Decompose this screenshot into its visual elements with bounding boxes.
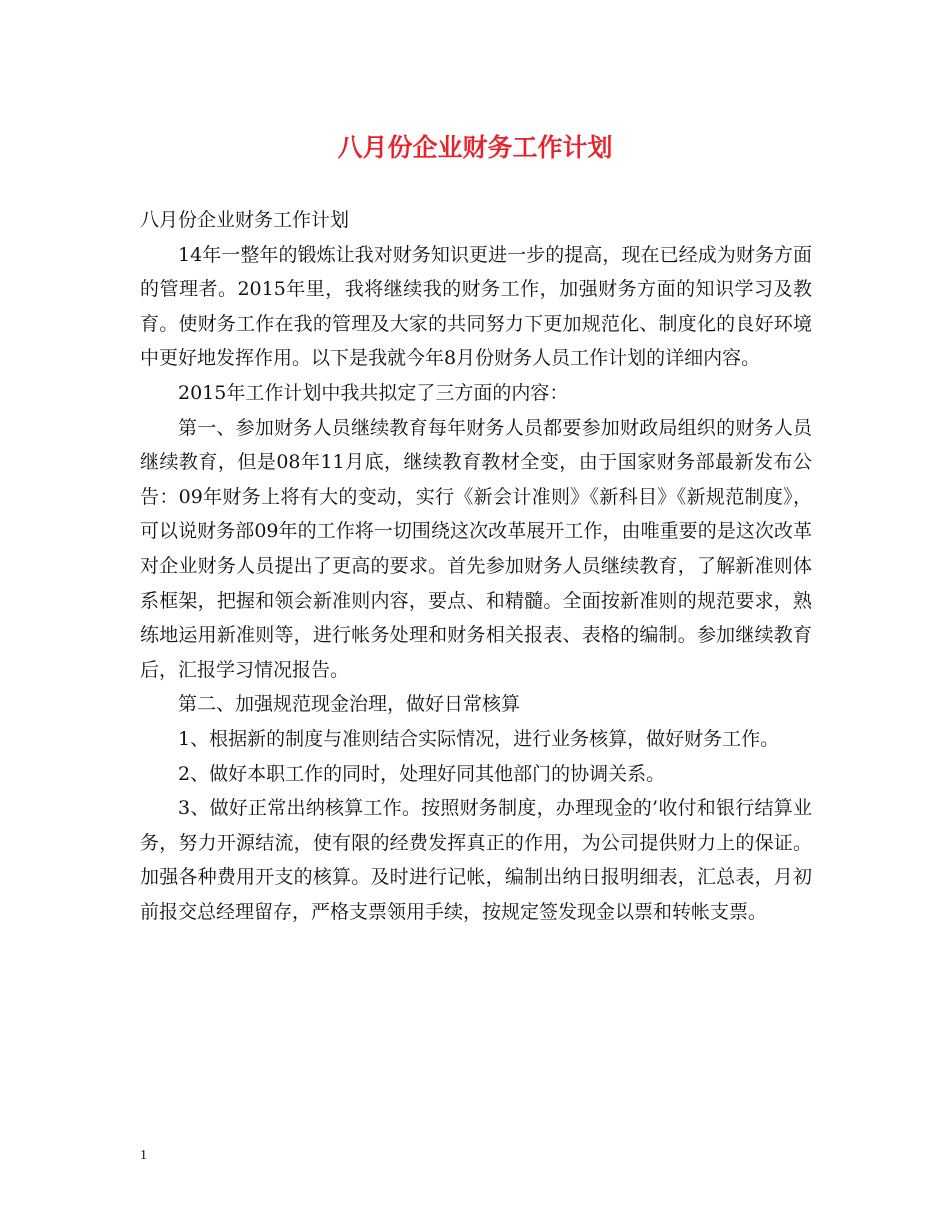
document-body (140, 203, 812, 929)
document-title: 八月份企业财务工作计划 (337, 133, 613, 162)
paragraph-heading: 八月份企业财务工作计划 (140, 209, 350, 231)
paragraph-item-1: 1、根据新的制度与准则结合实际情况，进行业务核算，做好财务工作。 (178, 727, 780, 750)
page-number: 1 (140, 1148, 147, 1163)
paragraph-plan-overview: 2015年工作计划中我共拟定了三方面的内容： (178, 381, 569, 404)
paragraph-intro: 14年一整年的锻炼让我对财务知识更进一步的提高，现在已经成为财务方面的管理者。2015年里，我将继续我的财务工作，加强财务方面的知识学习及教育。使财务工作在我的管理及大家的共同努力下更加规范化、制度化的良好环境中更好地发挥作用。以下是我就今年8月份财务人员工作计划的详细内容。 (140, 243, 812, 370)
paragraph-section-two-heading: 第二、加强规范现金治理，做好日常核算 (178, 693, 521, 716)
paragraph-section-one: 第一、参加财务人员继续教育每年财务人员都要参加财政局组织的财务人员继续教育，但是08年11月底，继续教育教材全变，由于国家财务部最新发布公告：09年财务上将有大的变动，实行《新会计准则》《新科目》《新规范制度》，可以说财务部09年的工作将一切围绕这次改革展开工作，由唯重要的是这次改革对企业财务人员提出了更高的要求。首先参加财务人员继续教育，了解新准则体系框架，把握和领会新准则内容，要点、和精髓。全面按新准则的规范要求，熟练地运用新准则等，进行帐务处理和财务相关报表、表格的编制。参加继续教育后，汇报学习情况报告。 (140, 416, 812, 681)
paragraph-item-2: 2、做好本职工作的同时，处理好同其他部门的协调关系。 (178, 762, 666, 785)
paragraph-item-3: 3、做好正常出纳核算工作。按照财务制度，办理现金的’收付和银行结算业务，努力开源结流，使有限的经费发挥真正的作用，为公司提供财力上的保证。加强各种费用开支的核算。及时进行记帐，编制出纳日报明细表，汇总表，月初前报交总经理留存，严格支票领用手续，按规定签发现金以票和转帐支票。 (140, 797, 812, 923)
